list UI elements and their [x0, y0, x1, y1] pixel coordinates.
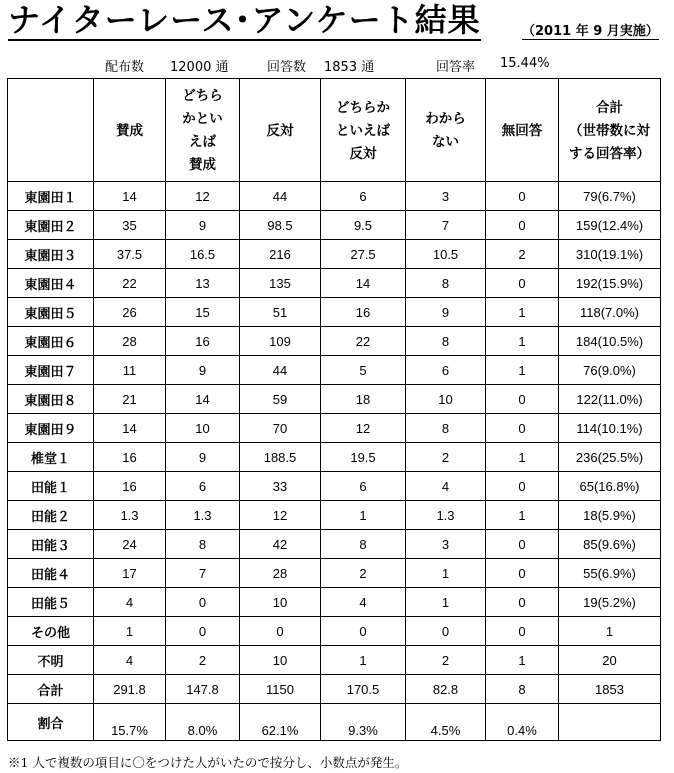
table-cell: 8: [406, 327, 486, 356]
table-cell: 33: [240, 472, 321, 501]
table-cell: 4.5%: [406, 704, 486, 741]
rate-label: 回答率: [436, 60, 476, 75]
table-cell: 12: [166, 182, 240, 211]
table-row: [8, 356, 661, 385]
table-cell: 6: [321, 182, 406, 211]
table-row: [8, 501, 661, 530]
table-cell: 2: [406, 646, 486, 675]
table-cell: 26: [94, 298, 166, 327]
table-cell: 15.7%: [94, 704, 166, 741]
table-cell: 51: [240, 298, 321, 327]
table-cell: 1: [406, 588, 486, 617]
table-cell: 135: [240, 269, 321, 298]
survey-stats: [0, 56, 674, 74]
table-cell: 0: [166, 617, 240, 646]
table-cell: 6: [321, 472, 406, 501]
table-cell: 62.1%: [240, 704, 321, 741]
table-cell: 37.5: [94, 240, 166, 269]
table-cell: 118(7.0%): [559, 298, 661, 327]
row-label: その他: [8, 617, 94, 646]
table-cell: 76(9.0%): [559, 356, 661, 385]
title-area: [8, 0, 668, 44]
row-label: 合計: [8, 675, 94, 704]
column-header: 合計 （世帯数に対 する回答率）: [559, 79, 661, 182]
table-row: [8, 327, 661, 356]
table-cell: 28: [240, 559, 321, 588]
table-cell: 4: [406, 472, 486, 501]
table-cell: 184(10.5%): [559, 327, 661, 356]
table-cell: 12: [240, 501, 321, 530]
results-table: [7, 78, 661, 741]
table-cell: 4: [321, 588, 406, 617]
table-cell: 114(10.1%): [559, 414, 661, 443]
table-cell: 16.5: [166, 240, 240, 269]
table-cell: 10: [166, 414, 240, 443]
row-label: 東園田１: [8, 182, 94, 211]
row-label: 椎堂１: [8, 443, 94, 472]
rate-value: 15.44%: [500, 56, 550, 71]
table-cell: 2: [321, 559, 406, 588]
table-cell: 0: [486, 530, 559, 559]
distributed-label: 配布数: [105, 60, 145, 75]
table-cell: 1: [321, 646, 406, 675]
table-row: [8, 385, 661, 414]
table-cell: 1: [486, 356, 559, 385]
table-cell: 9.5: [321, 211, 406, 240]
table-cell: 159(12.4%): [559, 211, 661, 240]
table-cell: 170.5: [321, 675, 406, 704]
table-cell: 188.5: [240, 443, 321, 472]
table-row: [8, 182, 661, 211]
table-cell: 27.5: [321, 240, 406, 269]
table-cell: 6: [166, 472, 240, 501]
table-cell: 0: [406, 617, 486, 646]
table-cell: 82.8: [406, 675, 486, 704]
row-label: 東園田２: [8, 211, 94, 240]
table-cell: 44: [240, 356, 321, 385]
table-cell: 18: [321, 385, 406, 414]
table-cell: 1.3: [166, 501, 240, 530]
table-cell: 19.5: [321, 443, 406, 472]
table-cell: 1: [486, 298, 559, 327]
table-row: [8, 414, 661, 443]
row-label: 田能４: [8, 559, 94, 588]
table-cell: 1: [94, 617, 166, 646]
table-row: [8, 472, 661, 501]
table-cell: 6: [406, 356, 486, 385]
table-cell: 2: [166, 646, 240, 675]
table-cell: 236(25.5%): [559, 443, 661, 472]
distributed-value: 12000 通: [170, 60, 229, 75]
table-cell: 8: [486, 675, 559, 704]
table-cell: 14: [321, 269, 406, 298]
table-cell: 19(5.2%): [559, 588, 661, 617]
table-cell: 10.5: [406, 240, 486, 269]
row-label: 割合: [8, 704, 94, 741]
table-cell: 0: [486, 385, 559, 414]
row-label: 田能３: [8, 530, 94, 559]
table-cell: 1: [321, 501, 406, 530]
table-cell: 16: [321, 298, 406, 327]
table-cell: 0: [486, 559, 559, 588]
table-cell: 8: [406, 414, 486, 443]
table-cell: 1.3: [94, 501, 166, 530]
row-label: 田能２: [8, 501, 94, 530]
page-title: ナイターレース･アンケート結果: [8, 1, 481, 39]
table-cell: 0: [166, 588, 240, 617]
table-cell: 0: [486, 182, 559, 211]
table-cell: 24: [94, 530, 166, 559]
table-cell: 1150: [240, 675, 321, 704]
table-cell: 0: [486, 472, 559, 501]
table-cell: 11: [94, 356, 166, 385]
table-cell: 1: [486, 443, 559, 472]
footnote: ※1 人で複数の項目に〇をつけた人がいたので按分し、小数点が発生。: [8, 755, 408, 770]
column-header: [8, 79, 94, 182]
row-label: 東園田５: [8, 298, 94, 327]
table-cell: 20: [559, 646, 661, 675]
table-cell: 79(6.7%): [559, 182, 661, 211]
table-row: [8, 588, 661, 617]
table-cell: 9: [166, 356, 240, 385]
table-cell: 14: [166, 385, 240, 414]
table-cell: 4: [94, 588, 166, 617]
row-label: 東園田８: [8, 385, 94, 414]
table-cell: 16: [94, 472, 166, 501]
table-row: [8, 443, 661, 472]
row-label: 東園田３: [8, 240, 94, 269]
table-cell: 59: [240, 385, 321, 414]
table-cell: 9: [406, 298, 486, 327]
table-cell: 0: [486, 414, 559, 443]
table-row: [8, 240, 661, 269]
table-cell: 1: [486, 646, 559, 675]
table-cell: 0: [240, 617, 321, 646]
responses-value: 1853 通: [324, 60, 375, 75]
row-label: 田能１: [8, 472, 94, 501]
table-cell: 2: [486, 240, 559, 269]
column-header: わから ない: [406, 79, 486, 182]
ratio-row: [8, 704, 661, 741]
table-cell: 0: [486, 588, 559, 617]
table-cell: 0: [486, 617, 559, 646]
responses-label: 回答数: [267, 60, 307, 75]
table-cell: 9: [166, 443, 240, 472]
row-label: 東園田４: [8, 269, 94, 298]
table-cell: 16: [94, 443, 166, 472]
table-cell: 0: [486, 211, 559, 240]
table-cell: 42: [240, 530, 321, 559]
table-cell: 14: [94, 414, 166, 443]
table-cell: 13: [166, 269, 240, 298]
table-cell: 85(9.6%): [559, 530, 661, 559]
table-cell: 35: [94, 211, 166, 240]
header-row: [8, 79, 661, 182]
row-label: 不明: [8, 646, 94, 675]
table-cell: 65(16.8%): [559, 472, 661, 501]
table-cell: 17: [94, 559, 166, 588]
table-cell: 8: [406, 269, 486, 298]
row-label: 田能５: [8, 588, 94, 617]
table-cell: 9.3%: [321, 704, 406, 741]
table-row: [8, 211, 661, 240]
table-row: [8, 530, 661, 559]
survey-date: （2011 年 9 月実施）: [522, 20, 659, 40]
column-header: 反対: [240, 79, 321, 182]
table-cell: 12: [321, 414, 406, 443]
table-cell: 15: [166, 298, 240, 327]
table-cell: 3: [406, 530, 486, 559]
table-cell: 22: [94, 269, 166, 298]
table-cell: 4: [94, 646, 166, 675]
table-row: [8, 559, 661, 588]
table-cell: 14: [94, 182, 166, 211]
table-cell: 1.3: [406, 501, 486, 530]
table-cell: 7: [406, 211, 486, 240]
table-cell: 216: [240, 240, 321, 269]
column-header: どちらか といえば 反対: [321, 79, 406, 182]
table-cell: 0.4%: [486, 704, 559, 741]
table-cell: 109: [240, 327, 321, 356]
table-cell: 55(6.9%): [559, 559, 661, 588]
table-cell: 3: [406, 182, 486, 211]
table-cell: 8: [166, 530, 240, 559]
table-cell: 1: [486, 501, 559, 530]
table-cell: 0: [321, 617, 406, 646]
table-cell: 5: [321, 356, 406, 385]
column-header: 賛成: [94, 79, 166, 182]
table-cell: 10: [240, 588, 321, 617]
row-label: 東園田６: [8, 327, 94, 356]
column-header: どちら かとい えば 賛成: [166, 79, 240, 182]
row-label: 東園田７: [8, 356, 94, 385]
table-cell: 28: [94, 327, 166, 356]
table-cell: 7: [166, 559, 240, 588]
table-cell: 2: [406, 443, 486, 472]
row-label: 東園田９: [8, 414, 94, 443]
table-cell: 1: [559, 617, 661, 646]
table-cell: 192(15.9%): [559, 269, 661, 298]
table-row: [8, 298, 661, 327]
column-header: 無回答: [486, 79, 559, 182]
table-cell: 22: [321, 327, 406, 356]
table-cell: 122(11.0%): [559, 385, 661, 414]
table-cell: 1: [486, 327, 559, 356]
table-cell: 8: [321, 530, 406, 559]
table-cell: 1853: [559, 675, 661, 704]
table-cell: 8.0%: [166, 704, 240, 741]
table-cell: 147.8: [166, 675, 240, 704]
table-row: [8, 617, 661, 646]
table-cell: 10: [240, 646, 321, 675]
table-cell: 10: [406, 385, 486, 414]
table-cell: 44: [240, 182, 321, 211]
table-cell: 98.5: [240, 211, 321, 240]
table-cell: 16: [166, 327, 240, 356]
table-cell: 18(5.9%): [559, 501, 661, 530]
table-cell: 291.8: [94, 675, 166, 704]
table-cell: 9: [166, 211, 240, 240]
table-row: [8, 646, 661, 675]
table-cell: 70: [240, 414, 321, 443]
table-row: [8, 269, 661, 298]
total-row: [8, 675, 661, 704]
table-cell: [559, 704, 661, 741]
table-cell: 310(19.1%): [559, 240, 661, 269]
table-cell: 21: [94, 385, 166, 414]
table-cell: 0: [486, 269, 559, 298]
table-cell: 1: [406, 559, 486, 588]
